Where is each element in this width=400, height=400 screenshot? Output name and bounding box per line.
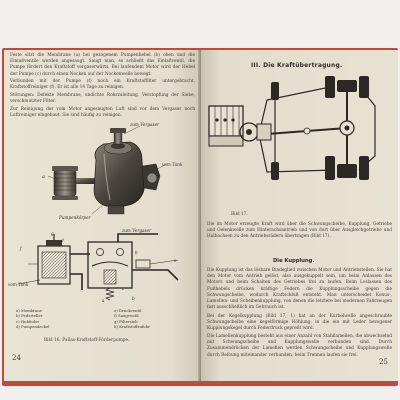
label-a-lower: a xyxy=(102,298,105,303)
label-pumpenkorper: Pumpenkörper xyxy=(59,215,91,220)
label-g: g xyxy=(51,231,54,236)
label-vom-tank-upper: vom Tank xyxy=(162,162,183,167)
label-b: b xyxy=(132,296,135,301)
fuel-pump-cross-section xyxy=(18,230,188,305)
left-paragraph-pump-filter: Verbunden mit der Pumpe (f) noch ein Kraftstoffilter untergebracht, Kraftstoffreiniger (f). Er ist alle 14 Tage zu reinigen. xyxy=(10,79,195,91)
drivetrain-illustration xyxy=(207,76,387,208)
label-a-upper: a xyxy=(42,174,45,180)
label-d: d xyxy=(61,238,64,243)
label-zum-vergaser-lower: zum Vergaser xyxy=(122,228,152,233)
left-paragraph-faults: Störungen: Defekte Membrane, undichte Rohrzuleitung, Verstopfung der Siebe, verschmutzter Filter. xyxy=(10,93,195,105)
figure-16-caption: Bild 16. Pallas-Kraftstoff-Förderpumpe. xyxy=(44,338,130,343)
legend-left-column: a) Membrane b) Federteller c) Hubfeder d) Pumpendeckel xyxy=(16,308,50,330)
right-page xyxy=(201,50,398,381)
left-page xyxy=(4,50,201,381)
right-paragraph-kupplung-1: Die Kupplung ist das lösbare Bindeglied zwischen Motor und Antriebsteilen. Sie hat den Motor vom Antrieb gelöst, also ausgekuppelt sein, um beim Anlassen des Motors und beim Schalten des Getriebes frei zu laufen. Beim Loslassen des Fußhebels drücken kräftige Federn die Kupplungsscheibe gegen die Schwungscheibe, wodurch Kraftschluß entsteht. Man unterscheidet Konus-, Lamellen- und Scheibenkupplung, von denen die letztere bei modernen Fahrzeugen fast ausschließlich im Gebrauch ist. xyxy=(207,268,392,311)
left-paragraph-air-cleaner: Zur Reinigung der vom Motor angesaugten Luft sind vor dem Vergaser noch Luftreiniger eingebaut. Sie sind häufig zu reinigen. xyxy=(10,107,195,119)
label-f: f xyxy=(20,246,22,251)
label-e: e xyxy=(174,258,177,263)
chapter-heading: III. Die Kraftübertragung. xyxy=(251,62,343,69)
page-number-right: 25 xyxy=(379,358,388,366)
right-paragraph-kupplung-3: Die Lamellenkupplung besteht aus einer Anzahl von Stahllamellen, die abwechselnd mit Schwungscheibe und Kupplungswelle verbunden sind. Durch Zusammendrücken der Lamellen werden Schwungscheibe und Kupplungswelle durch Reibung miteinander verbunden, beim Trennen laufen sie frei. xyxy=(207,334,392,358)
figure-17-caption: Bild 17. xyxy=(231,212,248,217)
left-paragraph-top: Feste sitzt die Membrane (a) bei gezogenem Pumpenhebel (b) oben und die Einlaßventile werden angesaugt. Saugt man, so schließt das Einlaßventil, die Pumpe fördert den Kraftstoff vergaserwärts. Bei laufendem Motor wird der Hebel der Pumpe (c) durch einen Nocken auf der Nockenwelle bewegt. xyxy=(10,53,195,77)
kupplung-subheading: Die Kupplung. xyxy=(273,258,315,264)
label-c: c xyxy=(122,286,125,291)
label-zum-vergaser-upper: zum Vergaser xyxy=(130,122,160,127)
right-paragraph-intro: Die im Motor erzeugte Kraft wird über die Schwungscheibe, Kupplung, Getriebe und Gelenkwelle zum Hinterachsantrieb und von dort über Ausgleichgetriebe und Halbachsen zu den Antriebsrädern übertragen (Bild 17). xyxy=(207,222,392,240)
legend-right-column: e) Druckventil f) Saugventil g) Filtersieb h) Kraftstoffzufuhr xyxy=(114,308,150,330)
label-vom-tank-lower: vom Tank xyxy=(8,282,29,287)
page-number-left: 24 xyxy=(12,354,21,362)
right-paragraph-kupplung-2: Bei der Kegelkupplung (Bild 17, 1) hat an der Kurbelwelle angeschraubte Schwungscheibe eine kegelförmige Höhlung, in die ein mit Leder bezogener Kupplungskegel durch Federdruck gepreßt wird. xyxy=(207,314,392,332)
label-h: h xyxy=(135,250,138,255)
fuel-pump-illustration xyxy=(44,120,184,220)
